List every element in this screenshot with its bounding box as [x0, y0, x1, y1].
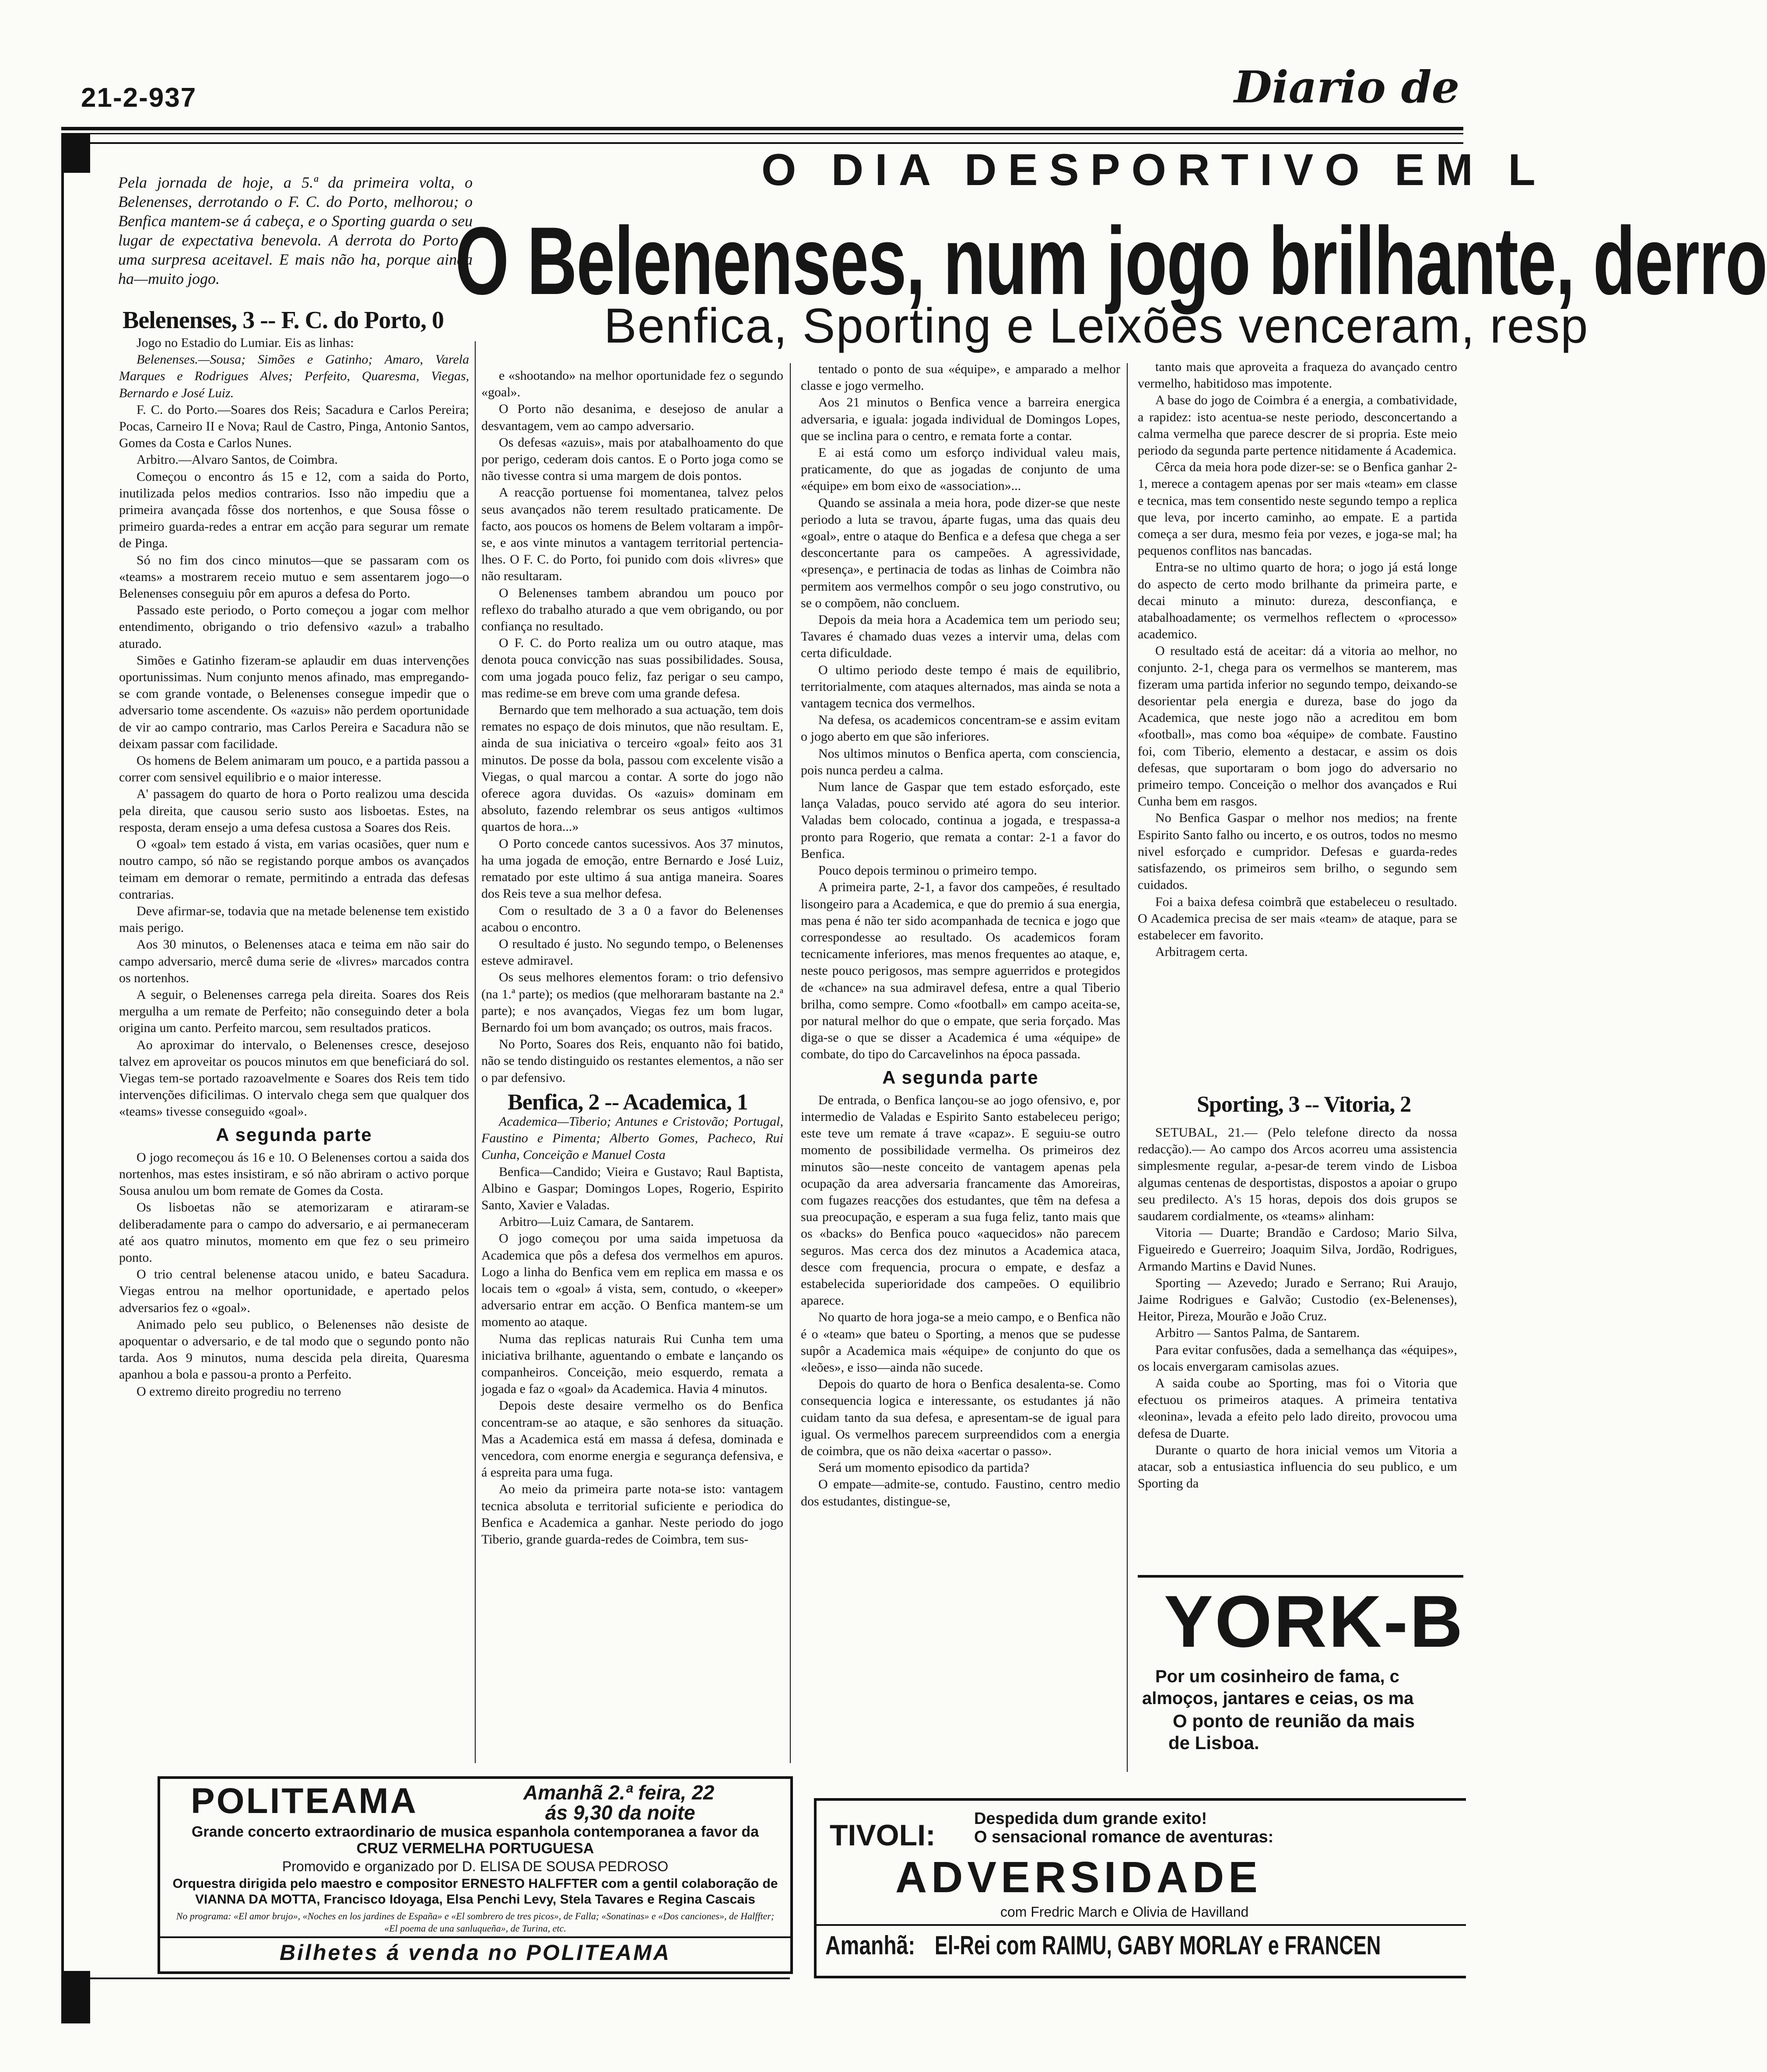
para: No Porto, Soares dos Reis, enquanto não foi batido, não se tendo distinguido os restantes elementos, a não ser o par defensivo.	[481, 1037, 783, 1085]
politeama-date: Amanhã 2.ª feira, 22	[523, 1781, 715, 1804]
politeama-line2: Promovido e organizado por D. ELISA DE SOUSA PEDROSO	[282, 1858, 669, 1874]
para: Na defesa, os academicos concentram-se e assim evitam o jogo aberto em que são inferiores.	[801, 713, 1120, 744]
column-2	[481, 368, 783, 1765]
para: Arbitragem certa.	[1155, 945, 1248, 959]
para: tanto mais que aproveita a fraqueza do avançado centro vermelho, habitidoso mas impotente.	[1138, 360, 1457, 391]
para: A saida coube ao Sporting, mas foi o Vitoria que efectuou os primeiros ataques. A primeira tentativa «leonina», levada a efeito pelo lado direito, provocou uma defesa de Duarte.	[1138, 1376, 1457, 1441]
para: O ultimo periodo deste tempo é mais de equilibrio, territorialmente, com ataques alternados, mas ainda se nota a vantagem tecnica dos vermelhos.	[801, 662, 1120, 711]
york-line3: O ponto de reunião da mais	[1173, 1711, 1415, 1731]
top-rule-thin	[61, 133, 1463, 134]
para: A reacção portuense foi momentanea, talvez pelos seus avançados não terem resultado praticamente. De facto, aos poucos os homens de Belem voltaram a impôr-se, e aos vinte minutos a vantagem territorial pertencia-lhes. O F. C. do Porto, foi punido com dois «livres» que não resultaram.	[481, 485, 783, 584]
para: Depois deste desaire vermelho os do Benfica concentram-se ao ataque, e são senhores da situação. Mas a Academica está em massa á defesa, dominada e vencedora, com enorme energia e segurança defensiva, e á espreita para uma fuga.	[481, 1398, 783, 1480]
column-4	[1138, 359, 1457, 1087]
para: O jogo recomeçou ás 16 e 10. O Belenenses cortou a saida dos nortenhos, mas estes insistiram, e só não abriram o activo porque Sousa anulou um bom remate de Gomes da Costa.	[119, 1150, 469, 1198]
para: Começou o encontro ás 15 e 12, com a saida do Porto, inutilizada pelos medios contrarios. Isso não impediu que a primeira avançada fôsse dos nortenhos, e que Sousa fôsse o primeiro guarda-redes a entrar em acção para segurar um remate de Pinga.	[119, 469, 469, 551]
newspaper-masthead: Diario de	[1234, 61, 1460, 113]
banner-rule	[90, 142, 1463, 144]
para: Os defesas «azuis», mais por atabalhoamento do que por perigo, cederam dois cantos. E o Porto joga como se não tivesse contra si uma margem de dois pontos.	[481, 435, 783, 483]
para: Aos 30 minutos, o Belenenses ataca e teima em não sair do campo adversario, mercê duma serie de «livres» marcados contra os nortenhos.	[119, 937, 469, 985]
column-divider	[1127, 363, 1128, 1772]
tivoli-line1: Despedida dum grande exito!	[974, 1810, 1207, 1828]
match-title-belenenses-porto: Belenenses, 3 -- F. C. do Porto, 0	[123, 307, 444, 334]
para: O Porto concede cantos sucessivos. Aos 37 minutos, ha uma jogada de emoção, entre Bernardo e José Luiz, rematado por este ultimo á sua antiga maneira. Soares dos Reis teve a sua melhor defesa.	[481, 836, 783, 901]
para: Com o resultado de 3 a 0 a favor do Belenenses acabou o encontro.	[481, 903, 783, 934]
york-line2: almoços, jantares e ceias, os ma	[1142, 1689, 1414, 1708]
referee-match1: Arbitro.—Alvaro Santos, de Coimbra.	[137, 452, 338, 467]
para: Cêrca da meia hora pode dizer-se: se o Benfica ganhar 2-1, merece a contagem apenas por ser mais «team» em classe e tecnica, mas tem consentido neste segundo tempo a replica que leva, por incerto caminho, ao empate. E a partida começa a ser dura, mesmo feia por vezes, e joga-se mal; ha pequenos conflitos nas bancadas.	[1138, 460, 1457, 558]
tivoli-line2: O sensacional romance de aventuras:	[974, 1828, 1274, 1846]
para: O Porto não desanima, e desejoso de anular a desvantagem, vem ao campo adversario.	[481, 402, 783, 433]
para: Depois da meia hora a Academica tem um periodo seu; Tavares é chamado duas vezes a intervir uma, delas com certa dificuldade.	[801, 612, 1120, 661]
para: No quarto de hora joga-se a meio campo, e o Benfica não é o «team» que bateu o Sporting, a menos que se pudesse supôr a Academica mais «équipe» de conjunto do que os «leões», e isso—ainda não sucede.	[801, 1310, 1120, 1375]
para: Depois do quarto de hora o Benfica desalenta-se. Como consequencia logica e interessante, os estudantes já não cuidam tanto da sua defesa, e apresentam-se de igual para igual. Os vermelhos parecem surpreendidos com a energia de coimbra, que os não deixa «acertar o passo».	[801, 1377, 1120, 1458]
lineup-benfica: Benfica—Candido; Vieira e Gustavo; Raul Baptista, Albino e Gaspar; Domingos Lopes, Rogerio, Espirito Santo, Xavier e Valadas.	[481, 1164, 783, 1212]
para: e «shootando» na melhor oportunidade fez o segundo «goal».	[481, 368, 783, 400]
para: Simões e Gatinho fizeram-se aplaudir em duas intervenções oportunissimas. Num conjunto menos afinado, mas empregando-se com grande vontade, o Belenenses consegue impedir que o adversario tome ascendente. Os «azuis» não perdem oportunidade de vir ao campo contrario, mas Carlos Pereira e Sacadura não se deixam passar com facilidade.	[119, 653, 469, 751]
para: Aos 21 minutos o Benfica vence a barreira energica adversaria, e iguala: jogada individual de Domingos Lopes, que se inclina para o centro, e remata forte a contar.	[801, 395, 1120, 443]
politeama-time: ás 9,30 da noite	[545, 1801, 695, 1824]
para: Só no fim dos cinco minutos—que se passaram com os «teams» a mostrarem receio mutuo e sem assentarem jogo—o Belenenses conseguiu pôr em apuros a defesa do Porto.	[119, 553, 469, 601]
para: No Benfica Gaspar o melhor nos medios; na frente Espirito Santo falho ou incerto, e os outros, todos no mesmo nivel esforçado e cumpridor. Defesas e guarda-redes satisfazendo, os primeiros sem brilho, o segundo sem cuidados.	[1138, 811, 1457, 892]
para: SETUBAL, 21.— (Pelo telefone directo da nossa redacção).— Ao campo dos Arcos acorreu uma assistencia simplesmente regular, a-pesar-de terem vindo de Lisboa algumas centenas de desportistas, dispostos a apoiar o grupo seu predilecto. A's 15 horas, depois dos dois grupos se saudarem cordialmente, os «teams» alinham:	[1138, 1125, 1457, 1224]
para: Num lance de Gaspar que tem estado esforçado, este lança Valadas, pouco servido até agora do seu interior. Valadas bem colocado, continua a jogada, e trespassa-a pronto para Rogerio, que remata a contar: 2-1 a favor do Benfica.	[801, 780, 1120, 861]
politeama-line3: Orquestra dirigida pelo maestro e compositor ERNESTO HALFFTER com a gentil colaboração de VIANNA DA MOTTA, Francisco Idoyaga, Elsa Penchi Levy, Stela Tavares e Regina Cascais	[172, 1876, 778, 1907]
para: Numa das replicas naturais Rui Cunha tem uma iniciativa brilhante, aguentando o embate e lançando os companheiros. Conceição, meio esquerdo, remata a jogada e faz o «goal» da Academica. Havia 4 minutos.	[481, 1331, 783, 1396]
york-name: YORK-B	[1164, 1580, 1465, 1662]
para: Para evitar confusões, dada a semelhança das «équipes», os locais envergaram camisolas azues.	[1138, 1342, 1457, 1374]
para: Animado pelo seu publico, o Belenenses não desiste de apoquentar o adversario, e de tal modo que o segundo ponto não tarda. Aos 9 minutos, numa descida pela direita, Quaresma apanhou a bola e passou-a pronto a Perfeito.	[119, 1317, 469, 1382]
para: Pouco depois terminou o primeiro tempo.	[818, 863, 1037, 878]
york-line4: de Lisboa.	[1168, 1732, 1259, 1753]
para: Os lisboetas não se atemorizaram e atiraram-se deliberadamente para o campo do adversario, e ai permaneceram até aos quatro minutos, momento em que fez o seu primeiro ponto.	[119, 1200, 469, 1265]
tivoli-ad	[814, 1798, 1466, 1978]
tivoli-rule	[817, 1924, 1466, 1926]
york-line1: Por um cosinheiro de fama, c	[1155, 1667, 1399, 1686]
column-3	[801, 361, 1120, 1774]
para: Durante o quarto de hora inicial vemos um Vitoria a atacar, sob a entusiastica influencia do seu publico, e um Sporting da	[1138, 1442, 1457, 1491]
para: A seguir, o Belenenses carrega pela direita. Soares dos Reis mergulha a um remate de Perfeito; não conseguindo deter a bola origina um canto. Perfeito marcou, sem resultados praticos.	[119, 987, 469, 1036]
sidebar-block-top	[64, 133, 90, 173]
para: O resultado está de aceitar: dá a vitoria ao melhor, no conjunto. 2-1, chega para os vermelhos se manterem, mas fizeram uma partida inferior no segundo tempo, deixando-se desorientar pela energia e dureza, base do jogo da Academica, que neste jogo não a acreditou em bom «football», mas como boa «équipe» de combate. Faustino foi, com Tiberio, elemento a destacar, e assim os dois defesas, que suportaram o bom jogo do adversario no primeiro tempo. Conceição o melhor dos avançados e Rui Cunha bem em rasgos.	[1138, 644, 1457, 809]
column-1	[119, 335, 469, 1763]
tivoli-next-film: El-Rei com RAIMU, GABY MORLAY e FRANCEN	[935, 1931, 1381, 1960]
tivoli-name: TIVOLI:	[830, 1819, 936, 1852]
issue-date: 21-2-937	[81, 83, 197, 113]
lineup-vitoria: Vitoria — Duarte; Brandão e Cardoso; Mario Silva, Figueiredo e Guerreiro; Joaquim Silva, Jordão, Rodrigues, Armando Martins e David Nunes.	[1138, 1225, 1457, 1274]
tivoli-cast: com Fredric March e Olivia de Havilland	[1000, 1904, 1249, 1920]
para: O empate—admite-se, contudo. Faustino, centro medio dos estudantes, distingue-se,	[801, 1477, 1120, 1508]
lineup-academica: Academica—Tiberio; Antunes e Cristovão; Portugal, Faustino e Pimenta; Alberto Gomes, Pacheco, Rui Cunha, Conceição e Manuel Costa	[481, 1114, 783, 1162]
para: Será um momento episodico da partida?	[818, 1460, 1030, 1475]
column-divider	[790, 363, 791, 1763]
para: A' passagem do quarto de hora o Porto realizou uma descida pela direita, que causou serio susto aos lisboetas. Estes, na resposta, deram ensejo a uma defesa custosa a Soares dos Reis.	[119, 787, 469, 835]
column-divider	[475, 341, 476, 1763]
politeama-programme: No programa: «El amor brujo», «Noches en los jardines de España» e «El sombrero de tres picos», de Falla; «Sonatinas» e «Dos canciones», de Halffter; «El poema de una sanluqueña», de Turina, etc.	[176, 1911, 775, 1934]
york-ad	[1138, 1579, 1465, 1753]
para: O jogo começou por uma saida impetuosa da Academica que pôs a defesa dos vermelhos em apuros. Logo a linha do Benfica vem em replica em massa e os locais tem o «goal» á vista, sem, contudo, o «keeper» adversario entrar em acção. O Benfica mantem-se um momento ao ataque.	[481, 1231, 783, 1330]
sub-headline: Benfica, Sporting e Leixões venceram, resp	[604, 298, 1589, 353]
para: A primeira parte, 2-1, a favor dos campeões, é resultado lisongeiro para a Academica, e que do premio á sua energia, mas pena é não ter sido acompanhada de tecnica e jogo que correspondesse ao resultado. Os academicos foram tecnicamente inferiores, mas menos frequentes ao ataque, e, neste pouco perigosos, mas sempre aguerridos e protegidos de «chance» na sua admiravel defesa, entre a qual Tiberio brilha, como sempre. Como «football» em campo aceita-se, por natural melhor do que o empate, que seria forçado. Mas diga-se o que se disser a Academica é uma «équipe» de combate, do tipo do Carcavelinhos na época passada.	[801, 880, 1120, 1062]
para: tentado o ponto de sua «équipe», e amparado a melhor classe e jogo vermelho.	[801, 362, 1120, 393]
lead-paragraph: Pela jornada de hoje, a 5.ª da primeira volta, o Belenenses, derrotando o F. C. do Porto, melhorou; o Benfica mantem-se á cabeça, e o Sporting guarda o seu lugar de expectativa benevola. A derrota do Porto é uma surpresa aceitavel. E mais não ha, porque ainda ha—muito jogo.	[118, 174, 473, 287]
referee-match2: Arbitro—Luiz Camara, de Santarem.	[499, 1214, 694, 1229]
top-rule	[61, 127, 1463, 130]
para: Nos ultimos minutos o Benfica aperta, com consciencia, pois nunca perdeu a calma.	[801, 746, 1120, 777]
politeama-tickets: Bilhetes á venda no POLITEAMA	[280, 1940, 671, 1965]
para: Bernardo que tem melhorado a sua actuação, tem dois remates no espaço de dois minutos, que não resultam. E, ainda de sua iniciativa o terceiro «goal» feito aos 31 minutos. De posse da bola, passou com excelente visão a Viegas, o qual marcou a contar. A sorte do jogo não oferece agora duvidas. Os «azuis» dominam em absoluto, fazendo relembrar os seus antigos «ultimos quartos de hora...»	[481, 703, 783, 834]
para: Entra-se no ultimo quarto de hora; o jogo já está longe do aspecto de certo modo brilhante da primeira parte, e decai minuto a minuto: dureza, desconfiança, e atabalhoadamente; os vermelhos reflectem o «processo» academico.	[1138, 560, 1457, 642]
section-segunda-parte-1: A segunda parte	[216, 1124, 372, 1145]
politeama-ad	[158, 1776, 793, 1974]
bottom-rule	[90, 1978, 790, 1979]
para: O Belenenses tambem abrandou um pouco por reflexo do trabalho aturado a que vem obrigando, ou por confiança no resultado.	[481, 585, 783, 634]
para: Ao meio da primeira parte nota-se isto: vantagem tecnica absoluta e territorial suficiente e periodica do Benfica e Academica a ganhar. Neste periodo do jogo Tiberio, grande guarda-redes de Coimbra, tem sus-	[481, 1482, 783, 1547]
para: O resultado é justo. No segundo tempo, o Belenenses esteve admiravel.	[481, 936, 783, 968]
section-segunda-parte-2: A segunda parte	[882, 1067, 1039, 1088]
para: De entrada, o Benfica lançou-se ao jogo ofensivo, e, por intermedio de Valadas e Espirito Santo estabeleceu perigo; este teve um remate á trave «capaz». E seguiu-se outro momento de possibilidade vermelha. Os primeiros dez minutos são—neste conceito de vantagem apenas pela ocupação da area adversaria francamente das Amoreiras, com fugazes reacções dos estudantes, que têm na defesa a sua preocupação, e esperam a sua fuga feliz, tanto mais que os «backs» do Benfica pouco «aquecidos» não parecem seguros. Mas cerca dos dez minutos a Academica ataca, desce com frequencia, procura o empate, e desfaz a estabelecida superioridade dos campeões. O equilibrio aparece.	[801, 1092, 1120, 1308]
para: O F. C. do Porto realiza um ou outro ataque, mas denota pouca convicção nas suas possibilidades. Sousa, com uma jogada pouco feliz, faz perigar o seu campo, mas redime-se em breve com uma grande defesa.	[481, 636, 783, 700]
match-intro: Jogo no Estadio do Lumiar. Eis as linhas:	[137, 336, 354, 350]
para: O «goal» tem estado á vista, em varias ocasiões, quer num e noutro campo, só não se registando porque ambos os avançados teimam em demorar o remate, permitindo a entrada das defesas contrarias.	[119, 837, 469, 902]
column-4-sporting	[1138, 1124, 1457, 1566]
para: Os seus melhores elementos foram: o trio defensivo (na 1.ª parte); os medios (que melhoraram bastante na 2.ª parte); e nos avançados, Viegas fez um bom lugar, Bernardo foi um bom avançado; os outros, mais fracos.	[481, 970, 783, 1035]
para: A base do jogo de Coimbra é a energia, a combatividade, a rapidez: isto acentua-se neste periodo, desconcertando a calma vermelha que parece descrer de si propria. Este meio periodo da segunda parte pertence nitidamente á Academica.	[1138, 393, 1457, 458]
para: O extremo direito progrediu no terreno	[137, 1384, 341, 1399]
politeama-rule	[160, 1936, 790, 1938]
lineup-belenenses: Belenenses.—Sousa; Simões e Gatinho; Amaro, Varela Marques e Rodrigues Alves; Perfeito, Quaresma, Viegas, Bernardo e José Luiz.	[119, 352, 469, 400]
para: E ai está como um esforço individual valeu mais, praticamente, do que as jogadas de conjunto de uma «équipe» em bom eixo de «association»...	[801, 445, 1120, 494]
match-title-benfica-academica: Benfica, 2 -- Academica, 1	[508, 1089, 748, 1115]
left-sidebar-border	[61, 133, 91, 2023]
para: Quando se assinala a meia hora, pode dizer-se que neste periodo a luta se travou, áparte fugas, uma das quais deu «goal», entre o ataque do Benfica e a defesa que chega a ser desconcertante para os campeões. A agressividade, «presença», e pertinacia de todas as linhas de Coimbra não permitem aos vermelhos compôr o seu jogo construtivo, ou se o compõem, não concluem.	[801, 495, 1120, 610]
tivoli-next-label: Amanhã:	[825, 1931, 915, 1960]
york-ad-rule	[1138, 1575, 1463, 1578]
para: Passado este periodo, o Porto começou a jogar com melhor entendimento, obrigando o trio defensivo «azul» a trabalho aturado.	[119, 603, 469, 651]
politeama-name: POLITEAMA	[191, 1781, 418, 1821]
para: O trio central belenense atacou unido, e bateu Sacadura. Viegas entrou na melhor oportunidade, e apertado pelos adversarios fez o «goal».	[119, 1267, 469, 1315]
main-headline: O Belenenses, num jogo brilhante, derro	[455, 207, 1767, 315]
para: Ao aproximar do intervalo, o Belenenses cresce, desejoso talvez em aproveitar os poucos minutos em que beneficiará do sol. Viegas tem-se portado razoavelmente e Soares dos Reis tem tido intervenções dificilimas. O intervalo chega sem que qualquer dos «teams» tivesse conseguido «goal».	[119, 1037, 469, 1119]
tivoli-film-title: ADVERSIDADE	[895, 1853, 1262, 1902]
lineup-sporting: Sporting — Azevedo; Jurado e Serrano; Rui Araujo, Jaime Rodrigues e Galvão; Custodio (ex-Belenenses), Heitor, Pireza, Mourão e João Cruz.	[1138, 1275, 1457, 1324]
match-title-sporting-vitoria: Sporting, 3 -- Vitoria, 2	[1197, 1092, 1411, 1117]
politeama-line1: Grande concerto extraordinario de musica espanhola contemporanea a favor da CRUZ VERMELHA PORTUGUESA	[191, 1824, 759, 1857]
sidebar-block-bottom	[64, 1971, 90, 2023]
para: Foi a baixa defesa coimbrã que estabeleceu o resultado. O Academica precisa de ser mais «team» de ataque, para se estabelecer em favorito.	[1138, 894, 1457, 942]
referee-match3: Arbitro — Santos Palma, de Santarem.	[1155, 1326, 1360, 1340]
section-banner: O DIA DESPORTIVO EM L	[761, 145, 1547, 195]
para: Deve afirmar-se, todavia que na metade belenense tem existido mais perigo.	[119, 903, 469, 935]
lineup-porto: F. C. do Porto.—Soares dos Reis; Sacadura e Carlos Pereira; Pocas, Carneiro II e Nova; Raul de Castro, Pinga, Antonio Santos, Gomes da Costa e Carlos Nunes.	[119, 402, 469, 451]
para: Os homens de Belem animaram um pouco, e a partida passou a correr com sensivel equilibrio e o maior interesse.	[119, 753, 469, 785]
